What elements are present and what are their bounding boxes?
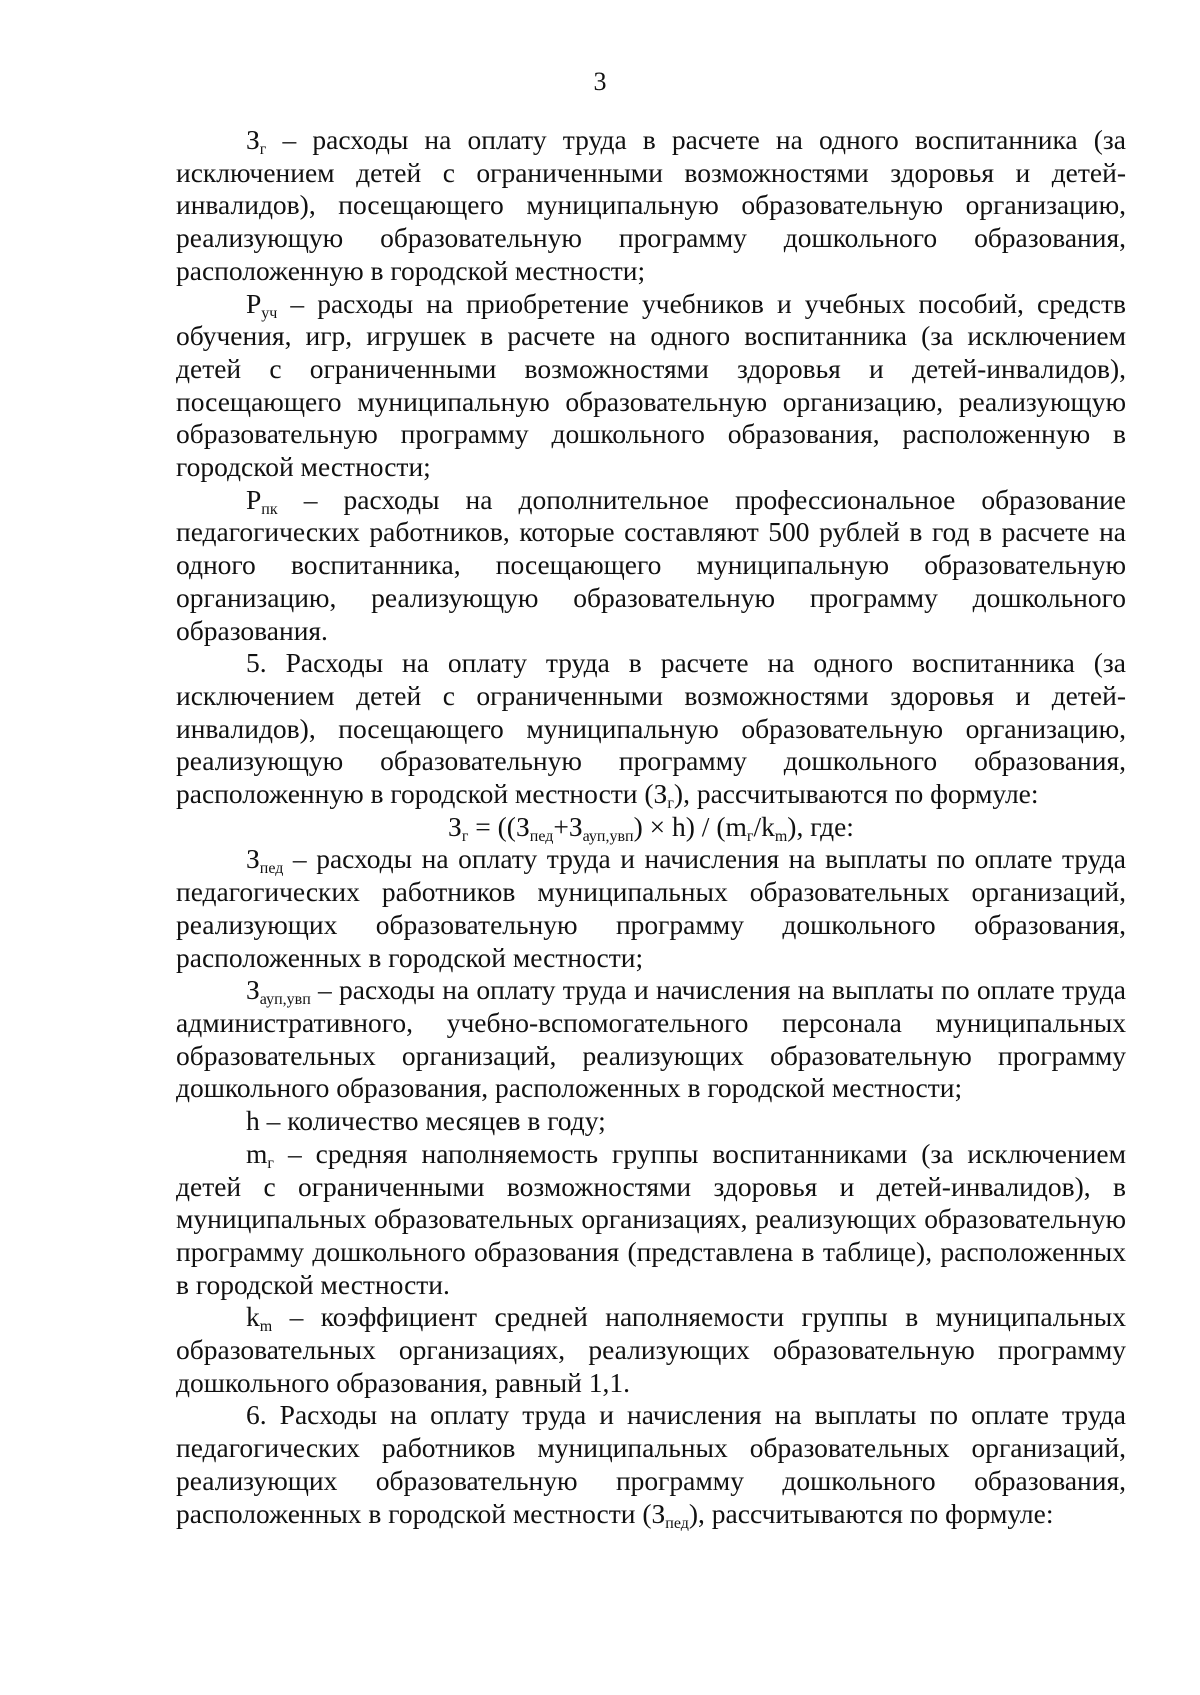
- paragraph-section-6: 6. Расходы на оплату труда и начисления на выплаты по оплате труда педагогических работников муниципальных образовательных организаций, реализующих образовательную программу дошкольного образования, расположенных в городской местности $(З_{пед})$, рассчитываются по формуле:: [176, 1399, 1126, 1532]
- formula-zg: $З_г = ((З_{пед}+З_{ауп,увп}) \times h) / (m_г/k_m)$, где:: [448, 810, 854, 845]
- page-number: 3: [593, 67, 607, 96]
- definition-km: $k_m$ – коэффициент средней наполняемости группы в муниципальных образовательных организациях, реализующих образовательную программу дошкольного образования, равный 1,1.: [176, 1301, 1126, 1398]
- definition-zaup: $З_{ауп,увп}$ – расходы на оплату труда и начисления на выплаты по оплате труда административного, учебно-вспомогательного персонала муниципальных образовательных организаций, реализующих образовательную программу дошкольного образования, расположенных в городской местности;: [176, 974, 1126, 1104]
- definition-zped: $З_{пед}$ – расходы на оплату труда и начисления на выплаты по оплате труда педагогических работников муниципальных образовательных организаций, реализующих образовательную программу дошкольного образования, расположенных в городской местности;: [176, 843, 1126, 973]
- paragraph-zg-definition: $З_г$ – расходы на оплату труда в расчете на одного воспитанника (за исключением детей с ограниченными возможностями здоровья и детей-инвалидов), посещающего муниципальную образовательную организацию, реализующую образовательную программу дошкольного образования, расположенную в городской местности;: [176, 124, 1126, 286]
- definition-h: h – количество месяцев в году;: [246, 1105, 606, 1137]
- document-body: [176, 124, 1126, 1530]
- definition-mg: $m_г$ – средняя наполняемость группы воспитанниками (за исключением детей с ограниченными возможностями здоровья и детей-инвалидов), в муниципальных образовательных организациях, реализующих образовательную программу дошкольного образования (представлена в таблице), расположенных в городской местности.: [176, 1137, 1126, 1300]
- paragraph-ruch-definition: $Р_{уч}$ – расходы на приобретение учебников и учебных пособий, средств обучения, игр, игрушек в расчете на одного воспитанника (за исключением детей с ограниченными возможностями здоровья и детей-инвалидов), посещающего муниципальную образовательную организацию, реализующую образовательную программу дошкольного образования, расположенную в городской местности;: [176, 287, 1126, 483]
- paragraph-rpk-definition: $Р_{пк}$ – расходы на дополнительное профессиональное образование педагогических работников, которые составляют 500 рублей в год в расчете на одного воспитанника, посещающего муниципальную образовательную организацию, реализующую образовательную программу дошкольного образования.: [176, 483, 1126, 646]
- paragraph-section-5: 5. Расходы на оплату труда в расчете на одного воспитанника (за исключением детей с ограниченными возможностями здоровья и детей-инвалидов), посещающего муниципальную образовательную организацию, реализующую образовательную программу дошкольного образования, расположенную в городской местности $(З_г)$, рассчитываются по формуле:: [176, 647, 1126, 813]
